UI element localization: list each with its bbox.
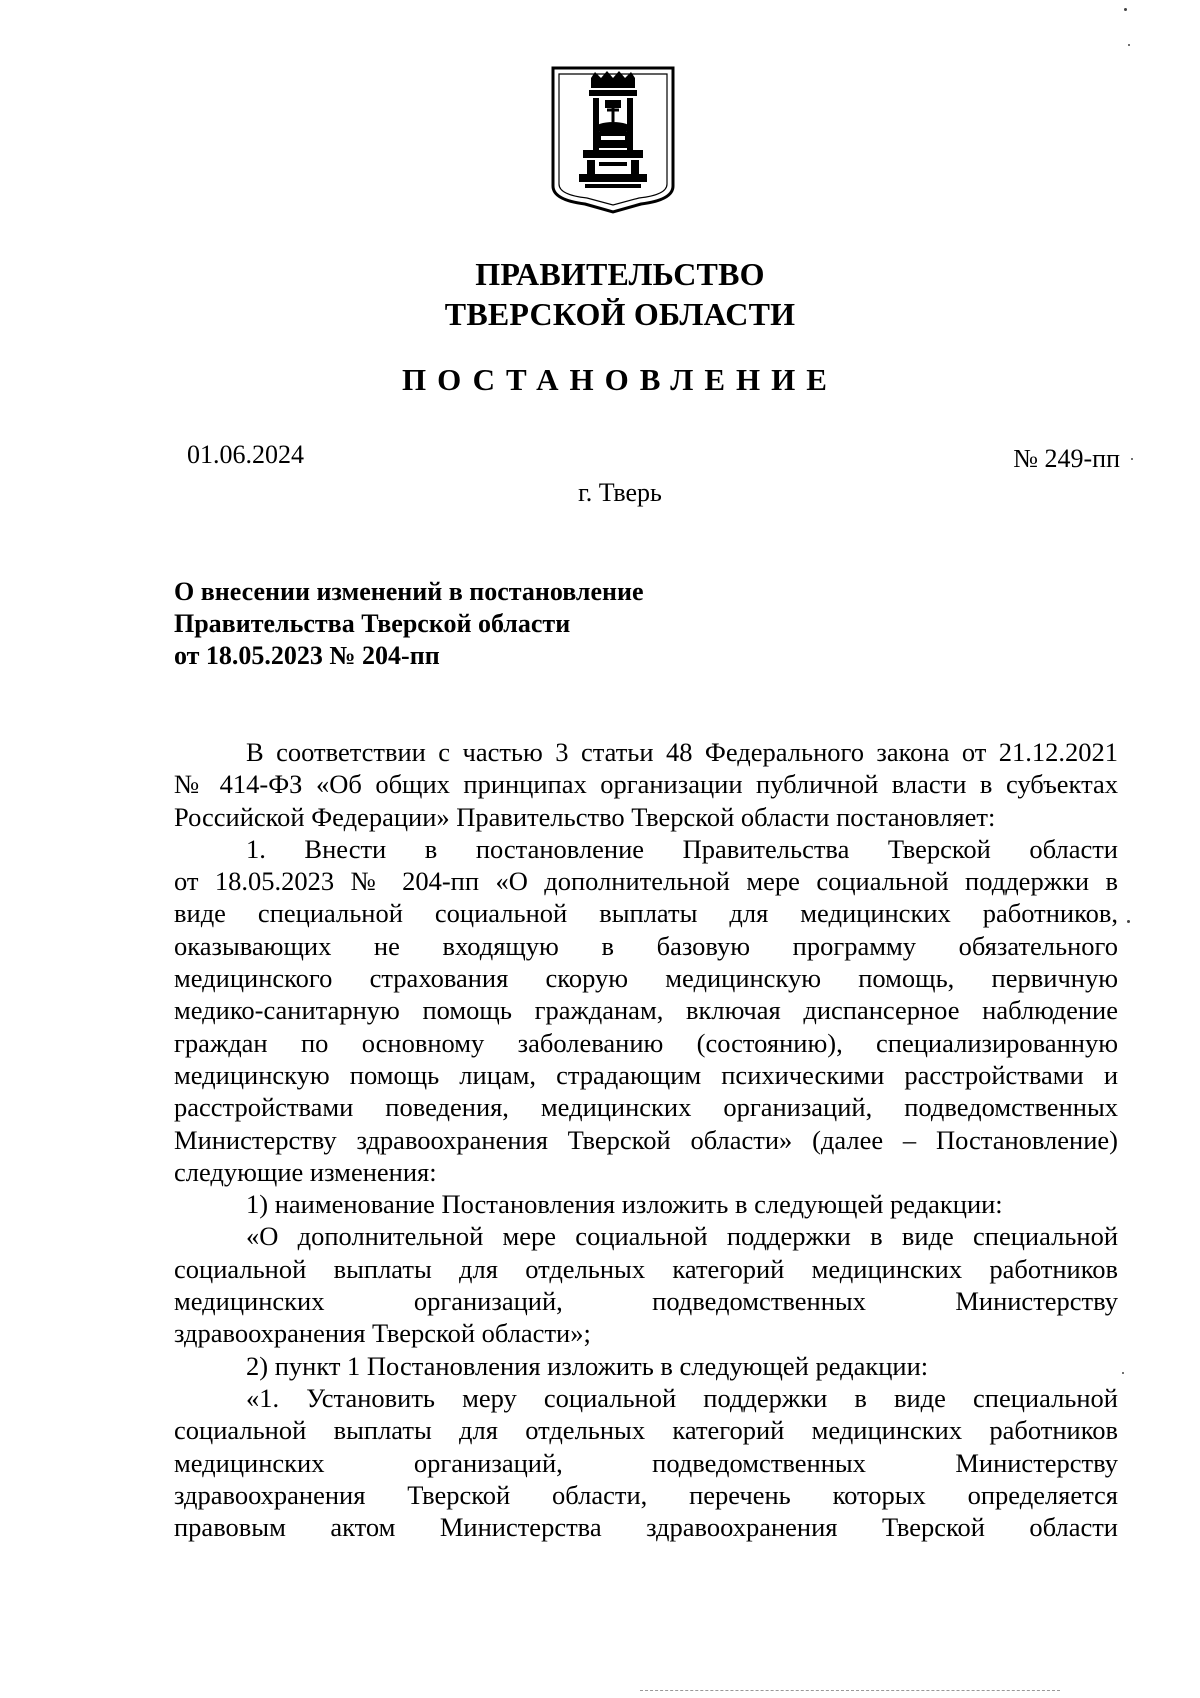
scan-speck [1127, 920, 1130, 923]
document-type-heading: ПОСТАНОВЛЕНИЕ [402, 362, 838, 397]
scan-speck [1124, 8, 1127, 11]
document-city: г. Тверь [578, 478, 662, 507]
body-line: 2) пункт 1 Постановления изложить в следующей редакции: [246, 1350, 929, 1381]
scan-speck [1131, 458, 1133, 460]
body-line: Российской Федерации» Правительство Тверской области постановляет: [174, 801, 996, 832]
subject-line: Правительства Тверской области [174, 609, 571, 638]
body-line: медицинскую помощь лицам, страдающим психическими расстройствами и [174, 1059, 1118, 1090]
body-line: 1) наименование Постановления изложить в следующей редакции: [246, 1189, 1003, 1220]
scan-speck [1128, 44, 1130, 46]
body-line: «1. Установить меру социальной поддержки в виде специальной [246, 1382, 1118, 1413]
document-number: № 249-пп [1013, 444, 1120, 473]
body-line: «О дополнительной мере социальной поддержки в виде специальной [246, 1221, 1118, 1252]
body-line: В соответствии с частью 3 статьи 48 Федерального закона от 21.12.2021 [246, 737, 1118, 767]
document-body [174, 736, 1118, 1543]
body-line: медицинских организаций, подведомственных Министерству [174, 1447, 1118, 1478]
body-line: Министерству здравоохранения Тверской области» (далее – Постановление) [174, 1124, 1118, 1155]
body-line: 1. Внести в постановление Правительства Тверской области [246, 833, 1118, 864]
document-date: 01.06.2024 [187, 440, 304, 469]
body-line: оказывающих не входящую в базовую программу обязательного [174, 930, 1118, 961]
body-line: медицинских организаций, подведомственных Министерству [174, 1286, 1118, 1317]
body-line: от 18.05.2023 № 204-пп «О дополнительной мере социальной поддержки в [174, 866, 1118, 897]
document-subject [174, 576, 644, 672]
body-line: социальной выплаты для отдельных категорий медицинских работников [174, 1253, 1118, 1284]
subject-line: О внесении изменений в постановление [174, 577, 644, 606]
scan-edge-mark [640, 1690, 1060, 1693]
body-line: здравоохранения Тверской области, перечень которых определяется [174, 1479, 1118, 1510]
body-line: медико-санитарную помощь гражданам, включая диспансерное наблюдение [174, 995, 1118, 1026]
subject-line: от 18.05.2023 № 204-пп [174, 641, 440, 670]
coat-of-arms-emblem [551, 66, 675, 214]
scan-speck [1122, 1372, 1124, 1374]
body-line: правовым актом Министерства здравоохранения Тверской области [174, 1512, 1118, 1543]
body-line: граждан по основному заболеванию (состоянию), специализированную [174, 1027, 1118, 1058]
organization-title-line1: ПРАВИТЕЛЬСТВО [475, 256, 765, 292]
body-line: № 414-ФЗ «Об общих принципах организации публичной власти в субъектах [174, 769, 1118, 800]
organization-title-line2: ТВЕРСКОЙ ОБЛАСТИ [444, 296, 796, 332]
body-line: виде специальной социальной выплаты для медицинских работников, [174, 898, 1118, 929]
body-line: следующие изменения: [174, 1156, 437, 1187]
body-line: социальной выплаты для отдельных категорий медицинских работников [174, 1415, 1118, 1446]
organization-title [0, 254, 1200, 334]
body-line: медицинского страхования скорую медицинскую помощь, первичную [174, 963, 1118, 994]
body-line: расстройствами поведения, медицинских организаций, подведомственных [174, 1092, 1118, 1123]
body-line: здравоохранения Тверской области»; [174, 1318, 591, 1349]
